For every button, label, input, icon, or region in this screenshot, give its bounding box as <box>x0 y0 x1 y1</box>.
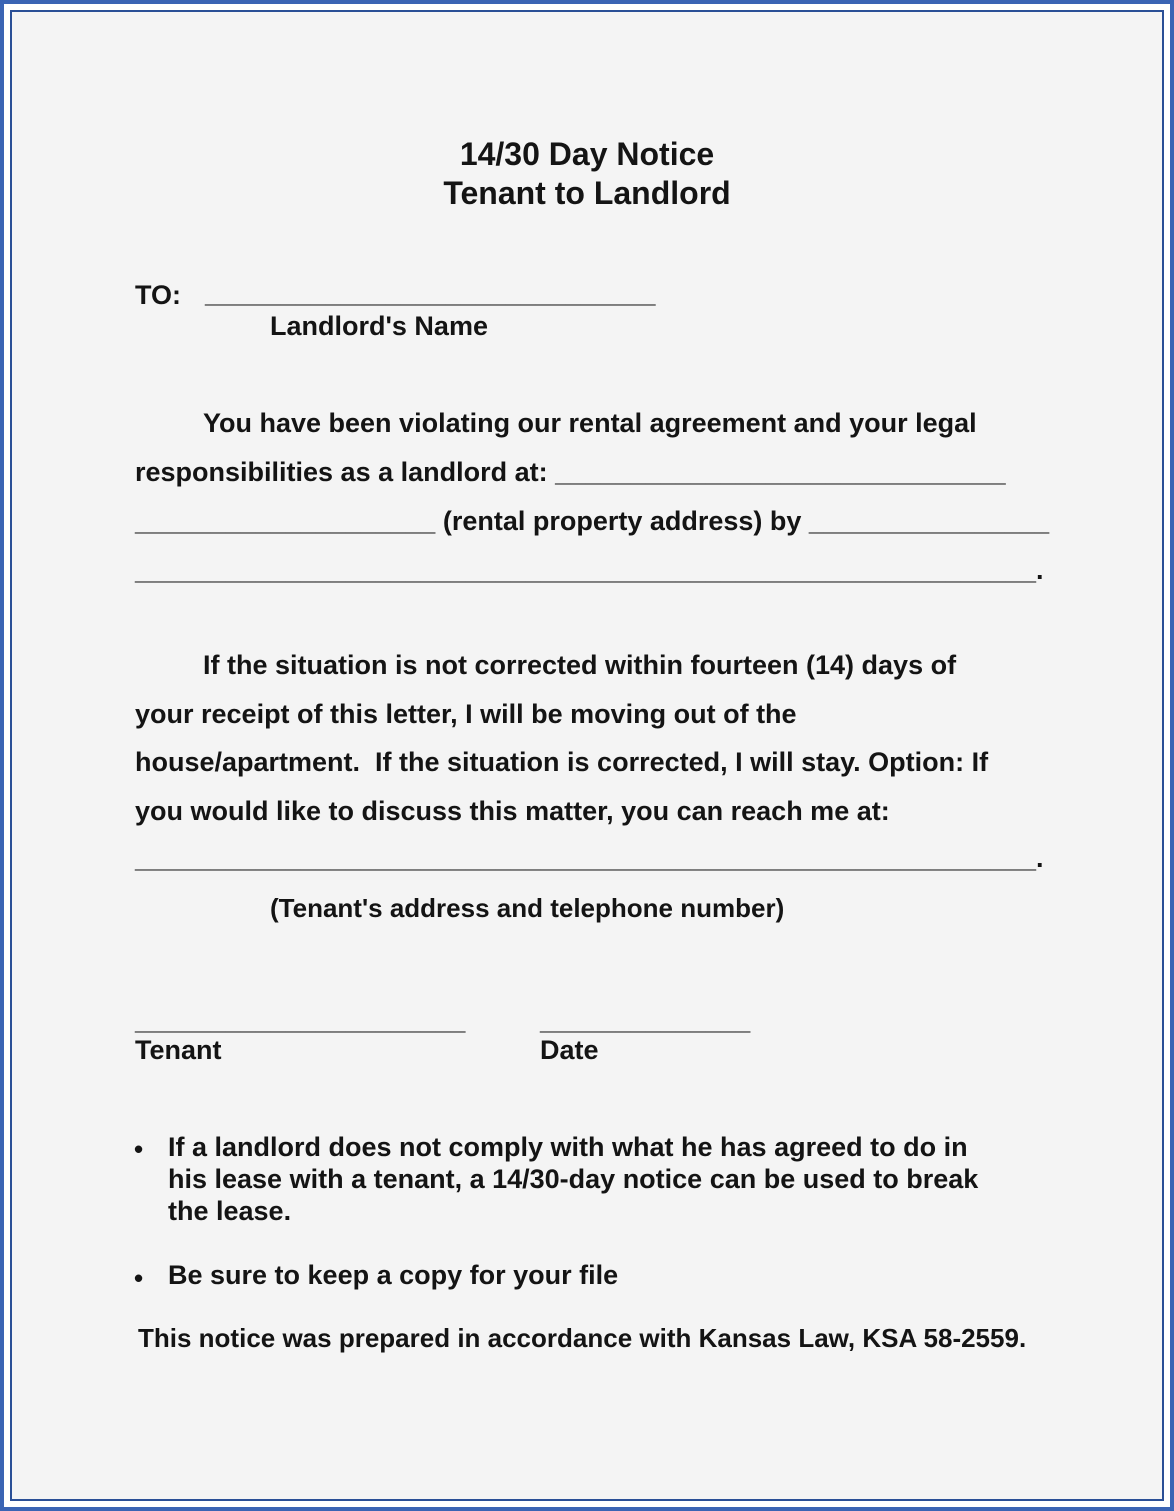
para2-line5: ____________________________________________________________. <box>135 843 1044 873</box>
tenant-contact-caption: (Tenant's address and telephone number) <box>270 893 785 923</box>
bullet1-line3: the lease. <box>168 1196 292 1226</box>
para1-line1: You have been violating our rental agreement and your legal <box>203 408 977 438</box>
para2-line1: If the situation is not corrected within fourteen (14) days of <box>203 650 957 680</box>
bullet-marker: • <box>134 1134 144 1164</box>
footer-note: This notice was prepared in accordance with Kansas Law, KSA 58-2559. <box>138 1323 1027 1353</box>
tenant-label: Tenant <box>135 1035 222 1065</box>
date-blank: ______________ <box>540 1005 751 1035</box>
para1-line4: ____________________________________________________________. <box>135 555 1044 585</box>
para1-line3: ____________________ (rental property address) by ________________ <box>135 506 1050 536</box>
tenant-signature-blank: ______________________ <box>135 1005 466 1035</box>
date-label: Date <box>540 1035 599 1065</box>
bullet2-line1: Be sure to keep a copy for your file <box>168 1260 619 1290</box>
document-title-line1: 14/30 Day Notice <box>459 136 715 172</box>
para2-line2: your receipt of this letter, I will be moving out of the <box>135 699 797 729</box>
to-label: TO: <box>135 280 181 310</box>
para2-line4: you would like to discuss this matter, you can reach me at: <box>135 796 890 826</box>
to-blank: ______________________________ <box>205 278 656 308</box>
bullet1-line1: If a landlord does not comply with what he has agreed to do in <box>168 1132 968 1162</box>
bullet1-line2: his lease with a tenant, a 14/30-day notice can be used to break <box>168 1164 979 1194</box>
para1-line2: responsibilities as a landlord at: ______________________________ <box>135 457 1006 487</box>
para2-line3: house/apartment. If the situation is corrected, I will stay. Option: If <box>135 747 989 777</box>
document-title-line2: Tenant to Landlord <box>443 175 731 211</box>
landlord-name-caption: Landlord's Name <box>270 311 488 341</box>
bullet-marker: • <box>134 1263 144 1293</box>
